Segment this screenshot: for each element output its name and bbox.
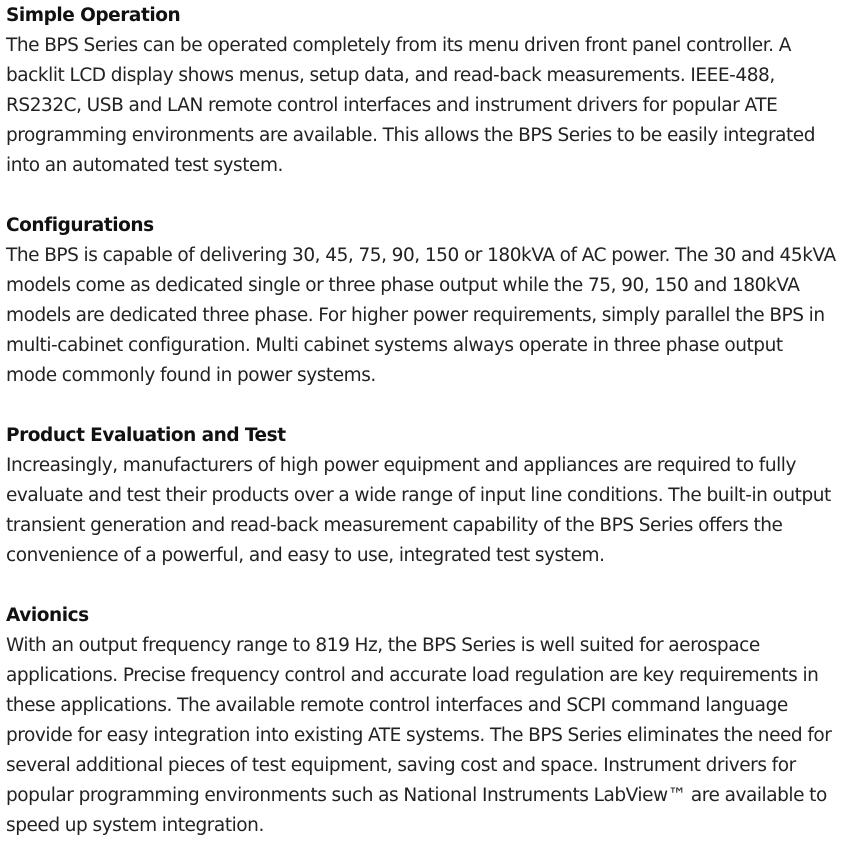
section-heading: Avionics: [6, 605, 89, 626]
paragraph-line: RS232C, USB and LAN remote control interfaces and instrument drivers for popular ATE: [6, 95, 778, 116]
section-simple-operation: [6, 1, 836, 181]
paragraph-line: popular programming environments such as National Instruments LabView™ are available to: [6, 785, 827, 806]
paragraph-line: transient generation and read-back measurement capability of the BPS Series offers the: [6, 515, 783, 536]
paragraph-line: The BPS is capable of delivering 30, 45, 75, 90, 150 or 180kVA of AC power. The 30 and 45kVA: [6, 245, 836, 266]
paragraph-line: several additional pieces of test equipment, saving cost and space. Instrument drivers for: [6, 755, 796, 776]
paragraph-line: models are dedicated three phase. For higher power requirements, simply parallel the BPS in: [6, 305, 825, 326]
paragraph-line: these applications. The available remote control interfaces and SCPI command language: [6, 695, 788, 716]
paragraph-line: models come as dedicated single or three phase output while the 75, 90, 150 and 180kVA: [6, 275, 800, 296]
paragraph-line: multi-cabinet configuration. Multi cabinet systems always operate in three phase output: [6, 335, 783, 356]
section-configurations: [6, 211, 836, 391]
section-avionics: [6, 601, 836, 841]
paragraph-line: The BPS Series can be operated completely from its menu driven front panel controller. A: [6, 35, 791, 56]
section-heading: Product Evaluation and Test: [6, 425, 286, 446]
paragraph-line: backlit LCD display shows menus, setup data, and read-back measurements. IEEE-488,: [6, 65, 775, 86]
paragraph-line: speed up system integration.: [6, 815, 264, 836]
paragraph-line: convenience of a powerful, and easy to use, integrated test system.: [6, 545, 605, 566]
paragraph-line: provide for easy integration into existing ATE systems. The BPS Series eliminates the need for: [6, 725, 832, 746]
section-product-evaluation-and-test: [6, 421, 836, 571]
paragraph-line: applications. Precise frequency control and accurate load regulation are key requirements in: [6, 665, 819, 686]
section-heading: Simple Operation: [6, 5, 181, 26]
paragraph-line: evaluate and test their products over a wide range of input line conditions. The built-in output: [6, 485, 831, 506]
paragraph-line: mode commonly found in power systems.: [6, 365, 376, 386]
paragraph-line: into an automated test system.: [6, 155, 283, 176]
paragraph-line: Increasingly, manufacturers of high power equipment and appliances are required to fully: [6, 455, 796, 476]
paragraph-line: With an output frequency range to 819 Hz, the BPS Series is well suited for aerospace: [6, 635, 760, 656]
section-heading: Configurations: [6, 215, 154, 236]
paragraph-line: programming environments are available. This allows the BPS Series to be easily integrated: [6, 125, 816, 146]
